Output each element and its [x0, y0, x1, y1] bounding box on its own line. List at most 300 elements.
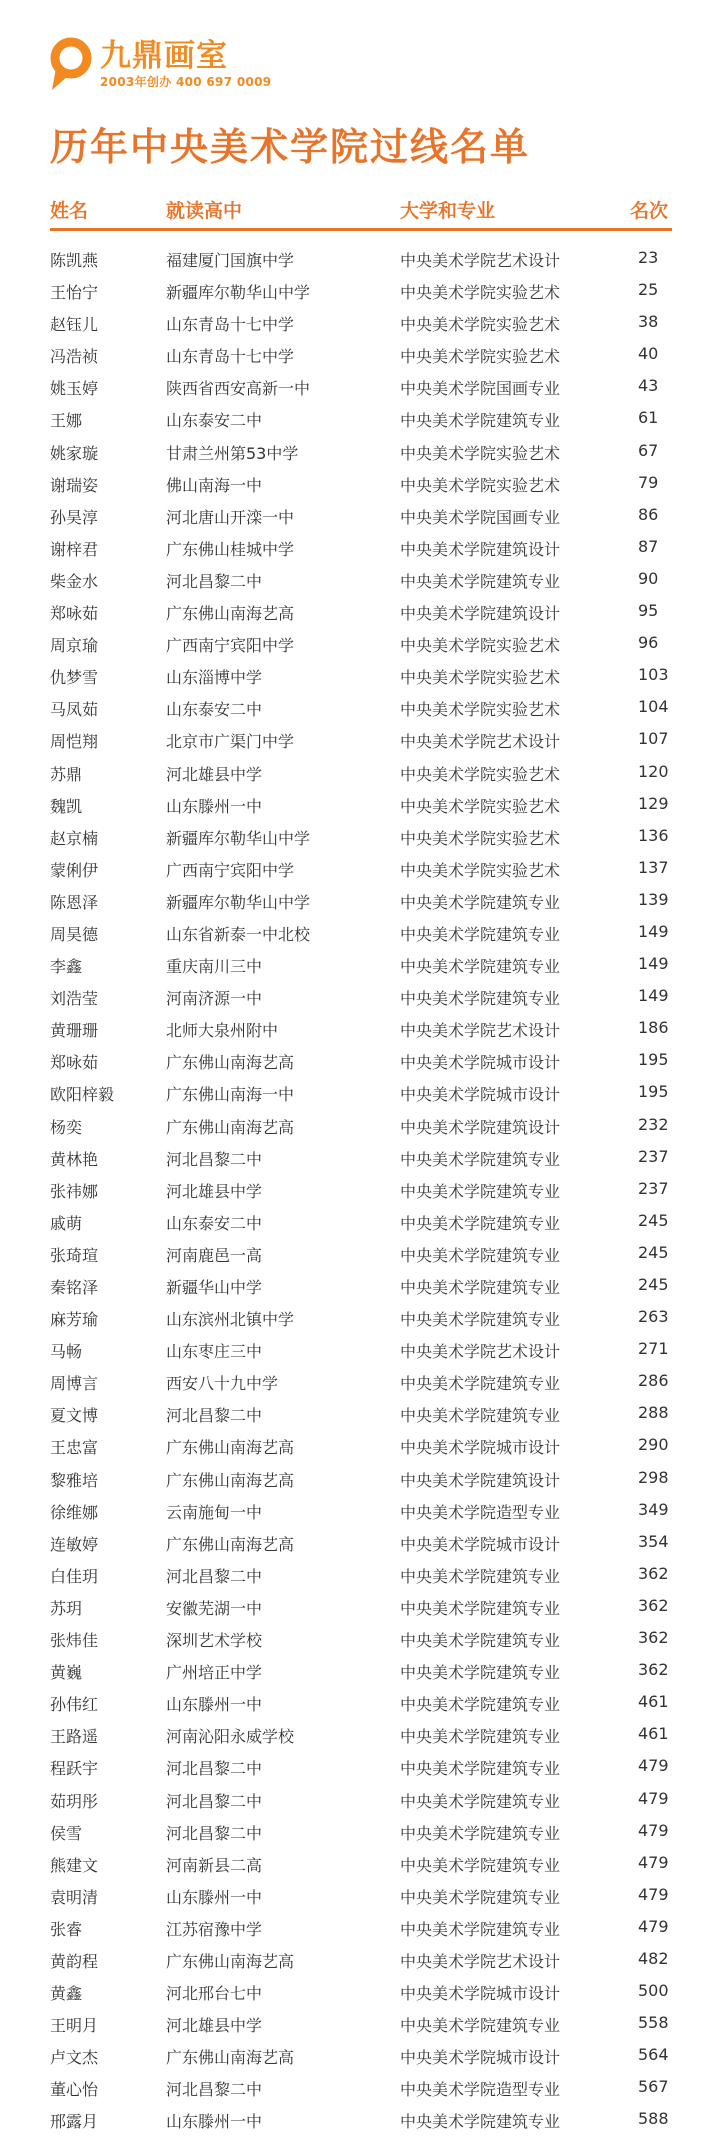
cell-rank: 298	[638, 1467, 669, 1487]
table-row	[50, 1303, 672, 1335]
cell-school: 山东滨州北镇中学	[166, 1310, 295, 1330]
cell-rank: 237	[638, 1146, 669, 1166]
table-row	[50, 886, 672, 918]
table-row	[50, 1367, 672, 1399]
cell-major: 中央美术学院城市设计	[400, 1438, 561, 1458]
cell-rank: 95	[638, 601, 659, 621]
cell-major: 中央美术学院建筑设计	[400, 539, 561, 559]
brand-logo	[48, 36, 271, 92]
table-row	[50, 1046, 672, 1078]
cell-major: 中央美术学院建筑专业	[400, 2016, 561, 2036]
table-row	[50, 661, 672, 693]
cell-school: 河北昌黎二中	[166, 1149, 263, 1169]
table-row	[50, 2041, 672, 2073]
cell-name: 茹玥彤	[50, 1791, 99, 1811]
cell-rank: 245	[638, 1242, 669, 1262]
cell-name: 欧阳梓毅	[50, 1085, 115, 1105]
cell-school: 山东泰安二中	[166, 1213, 263, 1233]
cell-school: 深圳艺术学校	[166, 1631, 263, 1651]
table-row	[50, 404, 672, 436]
table-row	[50, 918, 672, 950]
cell-name: 董心怡	[50, 2080, 99, 2100]
table-row	[50, 1785, 672, 1817]
table-row	[50, 2105, 672, 2137]
cell-name: 张炜佳	[50, 1631, 99, 1651]
cell-major: 中央美术学院建筑专业	[400, 1631, 561, 1651]
table-row	[50, 1849, 672, 1881]
page-title: 历年中央美术学院过线名单	[50, 125, 531, 169]
table-row	[50, 1528, 672, 1560]
cell-major: 中央美术学院建筑专业	[400, 1695, 561, 1715]
cell-school: 河北昌黎二中	[166, 1823, 263, 1843]
table-row	[50, 1431, 672, 1463]
cell-major: 中央美术学院建筑专业	[400, 1791, 561, 1811]
cell-rank: 362	[638, 1595, 669, 1615]
cell-rank: 103	[638, 665, 669, 685]
table-row	[50, 2009, 672, 2041]
table-row	[50, 469, 672, 501]
cell-school: 山东青岛十七中学	[166, 347, 295, 367]
table-row	[50, 1175, 672, 1207]
cell-school: 河北昌黎二中	[166, 1406, 263, 1426]
cell-rank: 149	[638, 986, 669, 1006]
cell-rank: 149	[638, 921, 669, 941]
cell-rank: 104	[638, 697, 669, 717]
cell-name: 张琦瑄	[50, 1245, 99, 1265]
cell-school: 山东滕州一中	[166, 2112, 263, 2132]
cell-rank: 479	[638, 1916, 669, 1936]
cell-rank: 107	[638, 729, 669, 749]
cell-name: 孙伟红	[50, 1695, 99, 1715]
cell-rank: 136	[638, 825, 669, 845]
cell-school: 北京市广渠门中学	[166, 732, 295, 752]
cell-school: 广东佛山南海艺高	[166, 2048, 295, 2068]
table-row	[50, 1399, 672, 1431]
cell-school: 河北邢台七中	[166, 1984, 263, 2004]
cell-major: 中央美术学院艺术设计	[400, 1951, 561, 1971]
table-row	[50, 372, 672, 404]
cell-name: 夏文博	[50, 1406, 99, 1426]
cell-name: 王娜	[50, 411, 83, 431]
table-row	[50, 1143, 672, 1175]
cell-school: 广东佛山南海艺高	[166, 1534, 295, 1554]
cell-rank: 61	[638, 408, 659, 428]
cell-major: 中央美术学院艺术设计	[400, 732, 561, 752]
cell-major: 中央美术学院建筑专业	[400, 1663, 561, 1683]
cell-school: 河北雄县中学	[166, 764, 263, 784]
cell-school: 广西南宁宾阳中学	[166, 860, 295, 880]
cell-major: 中央美术学院艺术设计	[400, 1021, 561, 1041]
table-row	[50, 2073, 672, 2105]
cell-rank: 25	[638, 280, 659, 300]
cell-major: 中央美术学院艺术设计	[400, 1342, 561, 1362]
cell-rank: 137	[638, 857, 669, 877]
cell-school: 河北昌黎二中	[166, 2080, 263, 2100]
cell-school: 河南济源一中	[166, 989, 263, 1009]
table-row	[50, 1078, 672, 1110]
cell-major: 中央美术学院建筑专业	[400, 1149, 561, 1169]
cell-name: 刘浩莹	[50, 989, 99, 1009]
cell-rank: 479	[638, 1852, 669, 1872]
cell-school: 广东佛山南海一中	[166, 1085, 295, 1105]
brand-name: 九鼎画室	[100, 37, 228, 74]
cell-school: 河北昌黎二中	[166, 1759, 263, 1779]
table-row	[50, 1239, 672, 1271]
cell-major: 中央美术学院实验艺术	[400, 443, 561, 463]
cell-major: 中央美术学院建筑专业	[400, 957, 561, 977]
header-major: 大学和专业	[400, 200, 496, 222]
cell-name: 姚玉婷	[50, 379, 99, 399]
header-name: 姓名	[50, 200, 89, 222]
cell-name: 秦铭泽	[50, 1278, 99, 1297]
cell-major: 中央美术学院实验艺术	[400, 700, 561, 720]
cell-major: 中央美术学院城市设计	[400, 1984, 561, 2004]
cell-school: 广东佛山南海艺高	[166, 604, 295, 624]
cell-name: 孙昊淳	[50, 507, 99, 527]
cell-school: 甘肃兰州第53中学	[166, 443, 299, 463]
cell-name: 连敏婷	[50, 1534, 99, 1554]
cell-name: 李鑫	[50, 957, 83, 977]
cell-rank: 500	[638, 1981, 669, 2001]
cell-rank: 362	[638, 1628, 669, 1648]
table-row	[50, 1014, 672, 1046]
cell-major: 中央美术学院实验艺术	[400, 315, 561, 335]
cell-name: 侯雪	[50, 1823, 83, 1843]
cell-name: 谢梓君	[50, 539, 99, 559]
cell-rank: 40	[638, 344, 659, 364]
cell-major: 中央美术学院建筑设计	[400, 1470, 561, 1490]
cell-major: 中央美术学院实验艺术	[400, 860, 561, 880]
cell-major: 中央美术学院建筑设计	[400, 1117, 561, 1137]
cell-major: 中央美术学院建筑专业	[400, 1245, 561, 1265]
cell-school: 新疆库尔勒华山中学	[166, 828, 311, 848]
cell-name: 王忠富	[50, 1438, 99, 1458]
cell-name: 黄鑫	[50, 1984, 83, 2004]
cell-school: 广东佛山南海艺高	[166, 1117, 295, 1137]
table-row	[50, 501, 672, 533]
cell-school: 广东佛山桂城中学	[166, 539, 295, 559]
cell-name: 魏凯	[50, 796, 83, 816]
cell-rank: 461	[638, 1692, 669, 1712]
cell-school: 山东泰安二中	[166, 700, 263, 720]
cell-major: 中央美术学院建筑专业	[400, 1181, 561, 1201]
table-body	[50, 244, 672, 2138]
table-row	[50, 790, 672, 822]
cell-rank: 237	[638, 1178, 669, 1198]
cell-school: 山东枣庄三中	[166, 1342, 263, 1362]
cell-name: 马畅	[50, 1342, 83, 1362]
cell-school: 山东省新泰一中北校	[166, 924, 311, 944]
cell-major: 中央美术学院造型专业	[400, 1502, 561, 1522]
cell-name: 黄巍	[50, 1663, 83, 1683]
table-row	[50, 1656, 672, 1688]
cell-major: 中央美术学院建筑专业	[400, 1919, 561, 1939]
cell-name: 卢文杰	[50, 2048, 99, 2068]
cell-name: 徐维娜	[50, 1502, 99, 1522]
cell-major: 中央美术学院建筑专业	[400, 1213, 561, 1233]
cell-name: 杨奕	[50, 1117, 83, 1137]
cell-school: 河南新县二高	[166, 1855, 263, 1875]
brand-pin-icon	[48, 36, 94, 92]
table-row	[50, 1464, 672, 1496]
cell-rank: 349	[638, 1499, 669, 1519]
cell-rank: 23	[638, 248, 659, 267]
cell-name: 白佳玥	[50, 1566, 99, 1586]
table-row	[50, 244, 672, 276]
cell-major: 中央美术学院艺术设计	[400, 251, 561, 270]
cell-school: 福建厦门国旗中学	[166, 251, 295, 270]
cell-major: 中央美术学院建筑设计	[400, 604, 561, 624]
table-row	[50, 1207, 672, 1239]
cell-major: 中央美术学院建筑专业	[400, 1823, 561, 1843]
cell-rank: 149	[638, 954, 669, 974]
cell-rank: 232	[638, 1114, 669, 1134]
cell-major: 中央美术学院城市设计	[400, 1085, 561, 1105]
cell-rank: 79	[638, 472, 659, 492]
cell-rank: 564	[638, 2045, 669, 2065]
cell-school: 新疆库尔勒华山中学	[166, 892, 311, 912]
cell-rank: 286	[638, 1371, 669, 1391]
cell-name: 苏玥	[50, 1598, 83, 1618]
cell-name: 柴金水	[50, 571, 99, 591]
cell-school: 河北昌黎二中	[166, 571, 263, 591]
cell-school: 云南施甸一中	[166, 1502, 263, 1522]
cell-name: 赵钰儿	[50, 315, 99, 335]
cell-name: 周恺翔	[50, 732, 99, 752]
cell-major: 中央美术学院建筑专业	[400, 1406, 561, 1426]
cell-school: 山东滕州一中	[166, 1695, 263, 1715]
cell-name: 王怡宁	[50, 283, 99, 303]
cell-rank: 288	[638, 1403, 669, 1423]
cell-rank: 362	[638, 1563, 669, 1583]
cell-major: 中央美术学院实验艺术	[400, 668, 561, 688]
cell-name: 戚萌	[50, 1213, 83, 1233]
table-row	[50, 1271, 672, 1303]
cell-major: 中央美术学院建筑专业	[400, 1598, 561, 1618]
cell-school: 河北昌黎二中	[166, 1566, 263, 1586]
table-row	[50, 629, 672, 661]
cell-rank: 120	[638, 761, 669, 781]
cell-name: 黄珊珊	[50, 1021, 99, 1041]
cell-name: 仇梦雪	[50, 668, 99, 688]
cell-school: 广东佛山南海艺高	[166, 1951, 295, 1971]
cell-rank: 139	[638, 889, 669, 909]
cell-major: 中央美术学院实验艺术	[400, 347, 561, 367]
cell-school: 佛山南海一中	[166, 475, 263, 495]
cell-name: 郑咏茹	[50, 1053, 99, 1073]
cell-rank: 67	[638, 440, 659, 460]
cell-name: 姚家璇	[50, 443, 99, 463]
cell-name: 熊建文	[50, 1855, 99, 1875]
cell-rank: 96	[638, 633, 659, 653]
table-row	[50, 1688, 672, 1720]
table-row	[50, 1817, 672, 1849]
table-row	[50, 1752, 672, 1784]
cell-name: 蒙俐伊	[50, 860, 99, 880]
cell-major: 中央美术学院实验艺术	[400, 796, 561, 816]
cell-name: 黎雅培	[50, 1470, 99, 1490]
cell-rank: 38	[638, 312, 659, 332]
cell-rank: 263	[638, 1307, 669, 1327]
cell-major: 中央美术学院建筑专业	[400, 1310, 561, 1330]
cell-rank: 245	[638, 1275, 669, 1294]
table-row	[50, 725, 672, 757]
cell-school: 河北昌黎二中	[166, 1791, 263, 1811]
cell-name: 黄林艳	[50, 1149, 99, 1169]
cell-major: 中央美术学院实验艺术	[400, 475, 561, 495]
table-row	[50, 1945, 672, 1977]
cell-name: 周博言	[50, 1374, 99, 1394]
cell-school: 江苏宿豫中学	[166, 1919, 263, 1939]
table-row	[50, 597, 672, 629]
cell-name: 赵京楠	[50, 828, 99, 848]
cell-name: 邢露月	[50, 2112, 99, 2132]
cell-rank: 90	[638, 568, 659, 588]
table-row	[50, 437, 672, 469]
cell-school: 山东滕州一中	[166, 796, 263, 816]
cell-school: 河北唐山开滦一中	[166, 507, 295, 527]
cell-school: 北师大泉州附中	[166, 1021, 279, 1041]
cell-school: 新疆华山中学	[166, 1278, 263, 1297]
cell-major: 中央美术学院建筑专业	[400, 1278, 561, 1297]
table-row	[50, 758, 672, 790]
cell-school: 山东滕州一中	[166, 1887, 263, 1907]
table-row	[50, 693, 672, 725]
cell-rank: 86	[638, 504, 659, 524]
cell-name: 冯浩祯	[50, 347, 99, 367]
cell-name: 张睿	[50, 1919, 83, 1939]
cell-school: 广东佛山南海艺高	[166, 1053, 295, 1073]
cell-rank: 87	[638, 536, 659, 556]
table-row	[50, 533, 672, 565]
cell-rank: 195	[638, 1082, 669, 1102]
cell-major: 中央美术学院国画专业	[400, 507, 561, 527]
cell-name: 黄韵程	[50, 1951, 99, 1971]
cell-rank: 271	[638, 1339, 669, 1359]
cell-rank: 479	[638, 1820, 669, 1840]
cell-major: 中央美术学院实验艺术	[400, 828, 561, 848]
cell-rank: 129	[638, 793, 669, 813]
cell-school: 安徽芜湖一中	[166, 1598, 263, 1618]
cell-major: 中央美术学院建筑专业	[400, 1887, 561, 1907]
cell-school: 山东泰安二中	[166, 411, 263, 431]
cell-school: 河南沁阳永威学校	[166, 1727, 295, 1747]
cell-school: 广西南宁宾阳中学	[166, 636, 295, 656]
cell-rank: 354	[638, 1531, 669, 1551]
cell-school: 山东青岛十七中学	[166, 315, 295, 335]
table-row	[50, 565, 672, 597]
cell-rank: 479	[638, 1788, 669, 1808]
cell-name: 苏鼎	[50, 764, 83, 784]
cell-name: 马凤茹	[50, 700, 99, 720]
cell-name: 袁明清	[50, 1887, 99, 1907]
cell-major: 中央美术学院城市设计	[400, 1053, 561, 1073]
cell-school: 新疆库尔勒华山中学	[166, 283, 311, 303]
cell-major: 中央美术学院实验艺术	[400, 283, 561, 303]
cell-major: 中央美术学院建筑专业	[400, 924, 561, 944]
cell-rank: 186	[638, 1018, 669, 1038]
table-row	[50, 1624, 672, 1656]
cell-name: 张祎娜	[50, 1181, 99, 1201]
cell-school: 广东佛山南海艺高	[166, 1470, 295, 1490]
cell-rank: 567	[638, 2077, 669, 2097]
table-row	[50, 308, 672, 340]
cell-name: 周京瑜	[50, 636, 99, 656]
cell-name: 麻芳瑜	[50, 1310, 99, 1330]
cell-major: 中央美术学院建筑专业	[400, 1566, 561, 1586]
cell-major: 中央美术学院城市设计	[400, 1534, 561, 1554]
cell-school: 陕西省西安高新一中	[166, 379, 311, 399]
cell-major: 中央美术学院城市设计	[400, 2048, 561, 2068]
cell-name: 谢瑞姿	[50, 475, 99, 495]
header-rank: 名次	[630, 200, 669, 222]
cell-major: 中央美术学院建筑专业	[400, 989, 561, 1009]
table-row	[50, 340, 672, 372]
cell-rank: 479	[638, 1756, 669, 1776]
cell-name: 周昊德	[50, 924, 99, 944]
cell-major: 中央美术学院建筑专业	[400, 411, 561, 431]
cell-rank: 290	[638, 1435, 669, 1455]
table-row	[50, 1913, 672, 1945]
table-row	[50, 822, 672, 854]
table-row	[50, 950, 672, 982]
table-row	[50, 1881, 672, 1913]
table-row	[50, 1977, 672, 2009]
cell-rank: 362	[638, 1660, 669, 1680]
cell-school: 河北雄县中学	[166, 1181, 263, 1201]
cell-school: 广州培正中学	[166, 1663, 263, 1683]
cell-rank: 245	[638, 1210, 669, 1230]
cell-name: 郑咏茹	[50, 604, 99, 624]
table-row	[50, 1335, 672, 1367]
brand-tagline: 2003年创办 400 697 0009	[100, 74, 272, 89]
cell-rank: 461	[638, 1724, 669, 1744]
cell-major: 中央美术学院实验艺术	[400, 764, 561, 784]
cell-school: 广东佛山南海艺高	[166, 1438, 295, 1458]
cell-rank: 43	[638, 376, 659, 396]
cell-rank: 195	[638, 1050, 669, 1070]
cell-major: 中央美术学院建筑专业	[400, 1855, 561, 1875]
cell-school: 河南鹿邑一高	[166, 1245, 263, 1265]
table-row	[50, 276, 672, 308]
cell-major: 中央美术学院建筑专业	[400, 571, 561, 591]
cell-school: 山东淄博中学	[166, 668, 263, 688]
cell-name: 程跃宇	[50, 1759, 99, 1779]
table-row	[50, 982, 672, 1014]
table-row	[50, 1496, 672, 1528]
table-header	[50, 196, 672, 231]
cell-rank: 479	[638, 1884, 669, 1904]
cell-major: 中央美术学院建筑专业	[400, 1727, 561, 1747]
cell-name: 陈恩泽	[50, 892, 99, 912]
table-row	[50, 1111, 672, 1143]
cell-major: 中央美术学院实验艺术	[400, 636, 561, 656]
table-row	[50, 854, 672, 886]
cell-major: 中央美术学院国画专业	[400, 379, 561, 399]
cell-major: 中央美术学院建筑专业	[400, 1759, 561, 1779]
cell-rank: 588	[638, 2109, 669, 2129]
cell-major: 中央美术学院造型专业	[400, 2080, 561, 2100]
cell-school: 重庆南川三中	[166, 957, 263, 977]
cell-major: 中央美术学院建筑专业	[400, 2112, 561, 2132]
cell-school: 西安八十九中学	[166, 1374, 279, 1394]
cell-rank: 558	[638, 2013, 669, 2033]
cell-name: 陈凯燕	[50, 251, 99, 270]
cell-major: 中央美术学院建筑专业	[400, 1374, 561, 1394]
cell-school: 河北雄县中学	[166, 2016, 263, 2036]
cell-name: 王明月	[50, 2016, 99, 2036]
cell-rank: 482	[638, 1948, 669, 1968]
